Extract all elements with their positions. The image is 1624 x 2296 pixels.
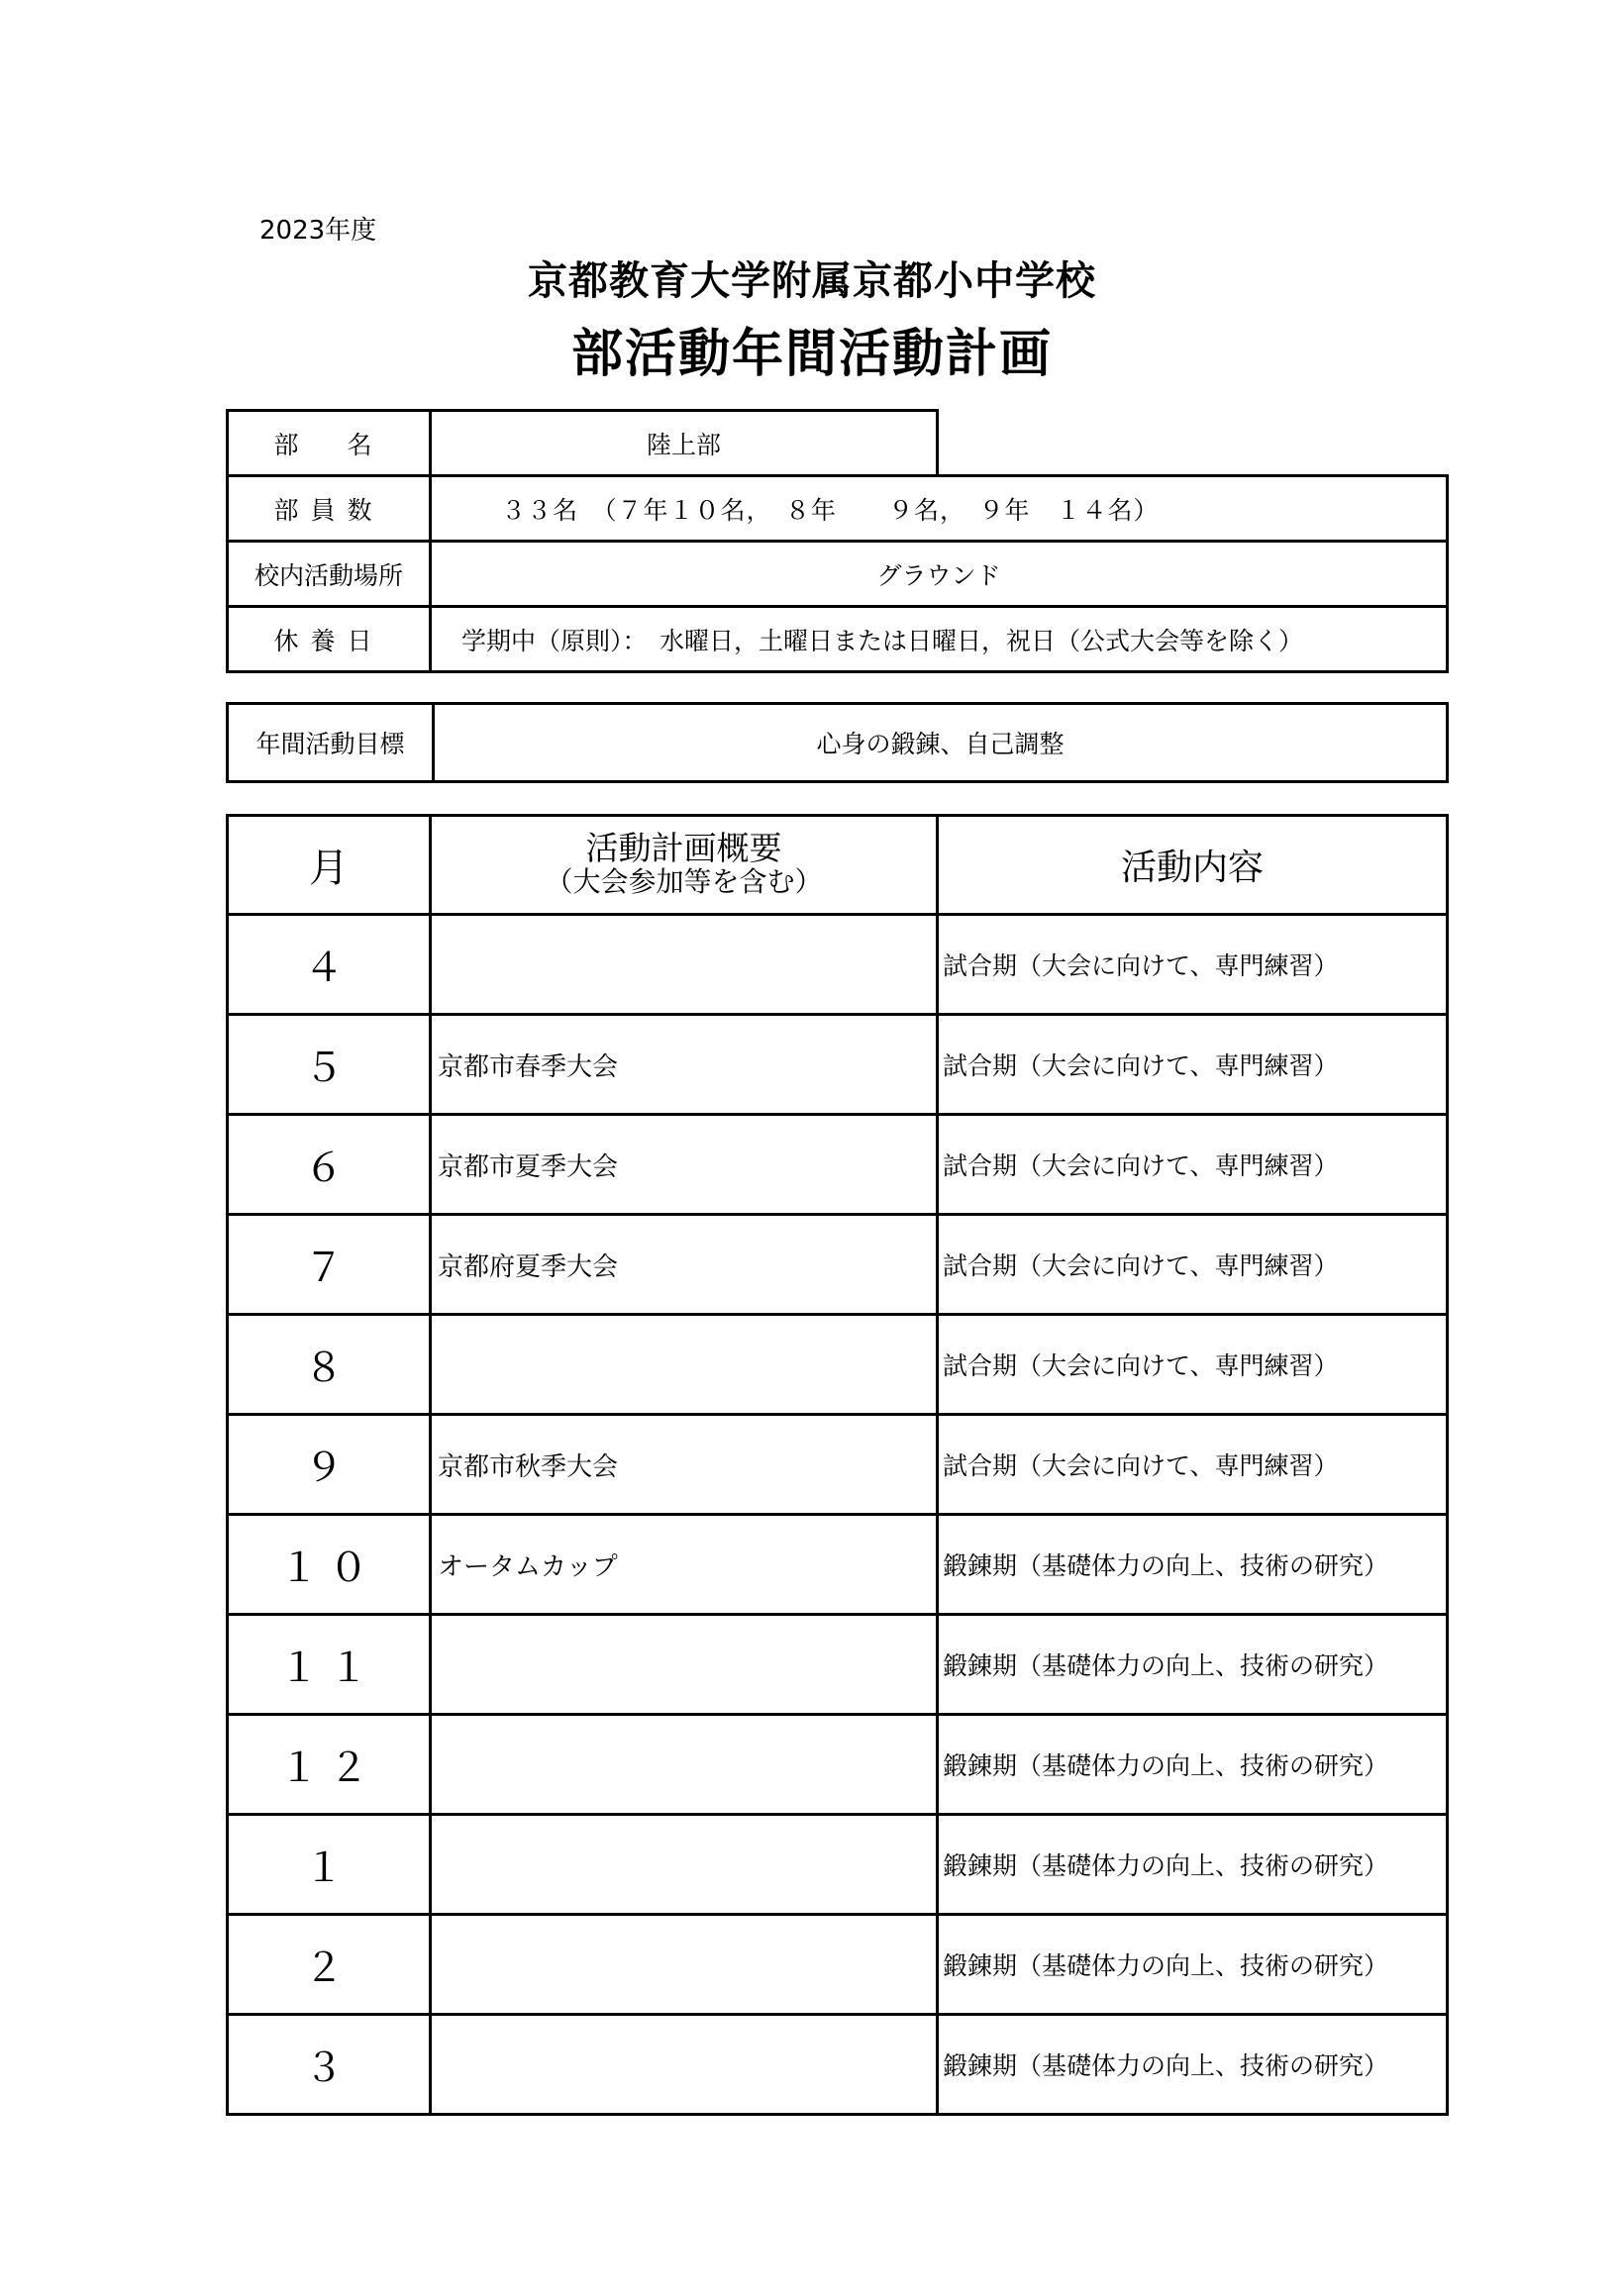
content-cell: 試合期（大会に向けて、専門練習）: [938, 915, 1448, 1015]
summary-cell: 京都市春季大会: [431, 1015, 938, 1115]
content-cell: 鍛錬期（基礎体力の向上、技術の研究）: [938, 1915, 1448, 2015]
month-cell: ６: [228, 1115, 431, 1215]
summary-header-title: 活動計画概要: [585, 828, 782, 867]
content-cell: 試合期（大会に向けて、専門練習）: [938, 1415, 1448, 1515]
summary-cell: 京都市秋季大会: [431, 1415, 938, 1515]
content-cell: 鍛錬期（基礎体力の向上、技術の研究）: [938, 2015, 1448, 2115]
holiday-label: 休養日: [228, 607, 431, 672]
summary-cell: 京都府夏季大会: [431, 1215, 938, 1315]
plan-header-row: [228, 816, 1448, 915]
content-cell: 試合期（大会に向けて、専門練習）: [938, 1215, 1448, 1315]
summary-cell: [431, 915, 938, 1015]
month-cell: １２: [228, 1715, 431, 1815]
blank-cell: [938, 411, 1448, 476]
content-cell: 試合期（大会に向けて、専門練習）: [938, 1015, 1448, 1115]
summary-header: [431, 816, 938, 915]
summary-cell: 京都市夏季大会: [431, 1115, 938, 1215]
place-value: グラウンド: [431, 542, 1448, 607]
table-row: [228, 1915, 1448, 2015]
summary-cell: オータムカップ: [431, 1515, 938, 1615]
month-cell: ５: [228, 1015, 431, 1115]
goal-label: 年間活動目標: [228, 704, 434, 782]
table-row: [228, 1615, 1448, 1715]
annual-goal-table: [226, 702, 1449, 783]
club-name-label: 部 名: [228, 411, 431, 476]
content-cell: 試合期（大会に向けて、専門練習）: [938, 1315, 1448, 1415]
content-cell: 鍛錬期（基礎体力の向上、技術の研究）: [938, 1815, 1448, 1915]
table-row: [228, 1815, 1448, 1915]
table-row: [228, 1715, 1448, 1815]
summary-cell: [431, 1715, 938, 1815]
table-row: [228, 1015, 1448, 1115]
table-row: [228, 1215, 1448, 1315]
content-cell: 鍛錬期（基礎体力の向上、技術の研究）: [938, 1715, 1448, 1815]
month-cell: ４: [228, 915, 431, 1015]
school-name: 京都教育大学附属京都小中学校: [528, 258, 1096, 304]
goal-row: [228, 704, 1448, 782]
club-info-table: [226, 409, 1449, 673]
month-cell: ７: [228, 1215, 431, 1315]
table-row: [228, 1115, 1448, 1215]
month-cell: １: [228, 1815, 431, 1915]
content-cell: 鍛錬期（基礎体力の向上、技術の研究）: [938, 1515, 1448, 1615]
summary-header-subtitle: （大会参加等を含む）: [545, 864, 823, 898]
summary-cell: [431, 1915, 938, 2015]
month-cell: １１: [228, 1615, 431, 1715]
holiday-value: 学期中（原則）： 水曜日，土曜日または日曜日，祝日（公式大会等を除く）: [431, 607, 1448, 672]
members-row: [228, 476, 1448, 542]
summary-cell: [431, 2015, 938, 2115]
month-cell: ３: [228, 2015, 431, 2115]
table-row: [228, 1415, 1448, 1515]
holiday-row: [228, 607, 1448, 672]
table-row: [228, 1515, 1448, 1615]
content-cell: 試合期（大会に向けて、専門練習）: [938, 1115, 1448, 1215]
fiscal-year: 2023年度: [259, 216, 377, 246]
club-name-row: [228, 411, 1448, 476]
club-name-value: 陸上部: [431, 411, 938, 476]
table-row: [228, 915, 1448, 1015]
summary-cell: [431, 1315, 938, 1415]
month-cell: ２: [228, 1915, 431, 2015]
table-row: [228, 1315, 1448, 1415]
members-value: ３３名 （７年１０名， ８年 ９名， ９年 １４名）: [431, 476, 1448, 542]
month-header: 月: [228, 816, 431, 915]
month-cell: １０: [228, 1515, 431, 1615]
page-title: 部活動年間活動計画: [570, 325, 1053, 384]
month-cell: ９: [228, 1415, 431, 1515]
summary-cell: [431, 1815, 938, 1915]
table-row: [228, 2015, 1448, 2115]
content-header: 活動内容: [938, 816, 1448, 915]
content-cell: 鍛錬期（基礎体力の向上、技術の研究）: [938, 1615, 1448, 1715]
activity-plan-table: [226, 814, 1449, 2116]
place-label: 校内活動場所: [228, 542, 431, 607]
members-label: 部員数: [228, 476, 431, 542]
month-cell: ８: [228, 1315, 431, 1415]
goal-value: 心身の鍛錬、自己調整: [434, 704, 1448, 782]
summary-cell: [431, 1615, 938, 1715]
place-row: [228, 542, 1448, 607]
